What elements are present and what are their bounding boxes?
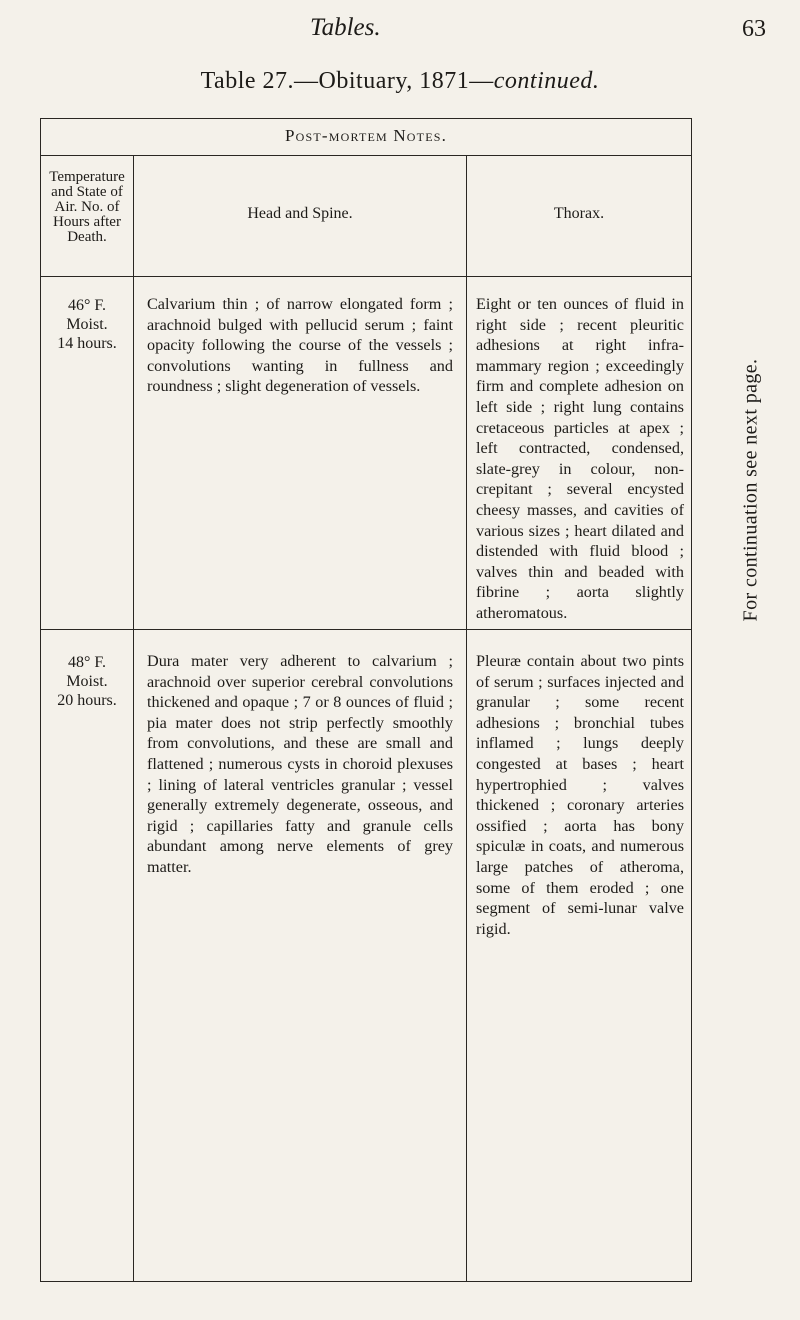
page-header: [0, 14, 800, 54]
row-1-air: Moist.: [66, 316, 108, 333]
row-divider-rule: [40, 629, 692, 630]
table-title-main: Table 27.—Obituary, 1871—: [200, 68, 494, 94]
row-1-temperature: 46° F.: [67, 297, 106, 314]
column-head-rule: [40, 276, 692, 277]
column-head-conditions: Temperature and State of Air. No. of Hours after Death.: [49, 169, 125, 245]
table-top-rule: [40, 118, 692, 119]
continuation-note-text: For continuation see next page.: [739, 358, 762, 622]
continuation-note: [726, 250, 776, 730]
row-2-hours: 20 hours.: [57, 692, 117, 709]
table-left-rule: [40, 118, 41, 1282]
section-title: Post-mortem Notes.: [284, 126, 448, 145]
running-title: Tables.: [310, 14, 381, 41]
table-title: [0, 68, 800, 95]
section-title-rule: [40, 155, 692, 156]
row-2-temperature: 48° F.: [67, 654, 106, 671]
row-1-hours: 14 hours.: [57, 335, 117, 352]
row-2-head-spine: Dura mater very adherent to calvarium ; arachnoid over superior cerebral convolutions thickened and opaque ; 7 or 8 ounces of fluid ; pia mater does not strip perfectly smoothly from convolutions, and these are small and flattened ; numerous cysts in choroid plexuses ; lining of lateral ventricles granular ; vessel generally extremely degenerate, osseous, and rigid ; capillaries fatty and granule cells abundant among nerve elements of grey matter.: [147, 652, 453, 876]
column-head-head-spine: Head and Spine.: [247, 205, 353, 222]
row-1-head-spine: Calvarium thin ; of narrow elongated form ; arachnoid bulged with pellucid serum ; faint opacity following the course of the vessels ; convolutions wanting in fullness and roundness ; slight degeneration of vessels.: [147, 295, 453, 396]
column-rule-2: [466, 155, 467, 1282]
row-2-air: Moist.: [66, 673, 108, 690]
table-bottom-rule: [40, 1281, 692, 1282]
row-2-conditions: [42, 653, 132, 710]
table-title-continued: continued.: [493, 68, 600, 94]
page-number: 63: [742, 16, 766, 42]
post-mortem-table: [40, 118, 692, 1282]
column-head-thorax: Thorax.: [553, 205, 605, 222]
row-1-thorax: Eight or ten ounces of fluid in right side ; recent pleuritic adhesions at right infra-mammary region ; exceedingly firm and complete adhesion on left side ; right lung contains cretaceous particles at apex ; left contracted, condensed, slate-grey in colour, non-crepitant ; several encysted cheesy masses, and cavities of various sizes ; heart dilated and distended with fluid blood ; valves thin and beaded with fibrine ; aorta slightly atheromatous.: [476, 295, 684, 622]
table-right-rule: [691, 118, 692, 1282]
row-2-thorax: Pleuræ contain about two pints of serum ; surfaces injected and granular ; some recent adhesions ; bronchial tubes inflamed ; lungs deeply congested at bases ; heart hypertrophied ; valves thickened ; coronary arteries ossified ; aorta has bony spiculæ in coats, and numerous large patches of atheroma, some of them eroded ; one segment of semi-lunar valve rigid.: [476, 652, 684, 938]
column-rule-1: [133, 155, 134, 1282]
row-1-conditions: [42, 296, 132, 353]
